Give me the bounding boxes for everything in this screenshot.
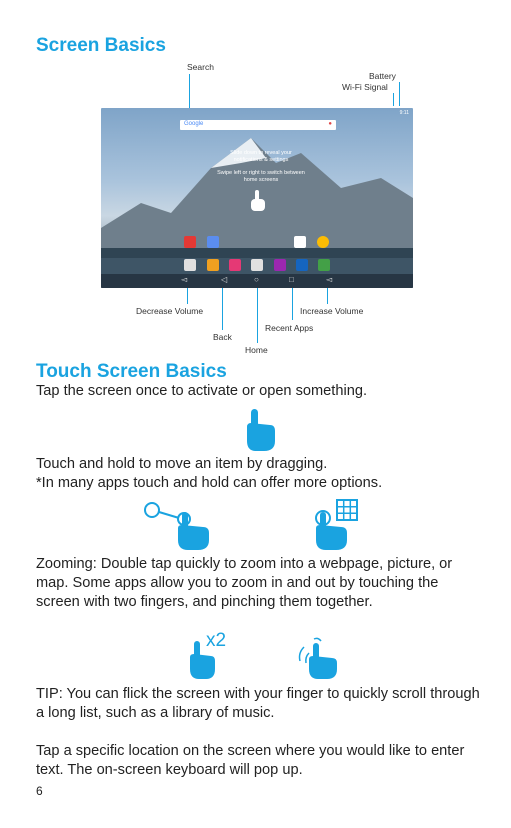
volume-up-icon[interactable]: ◅ — [326, 275, 333, 284]
wifi-callout-line — [393, 93, 394, 106]
drag-hand-icon — [143, 500, 213, 550]
page-title: Screen Basics — [36, 35, 166, 56]
swipe-hint: Swipe left or right to switch between home screens — [217, 170, 305, 183]
hold-paragraph: Touch and hold to move an item by dragging. — [36, 456, 328, 472]
tap-hand-icon — [242, 409, 278, 451]
google-logo: Google — [184, 121, 204, 127]
back-callout: Back — [213, 332, 232, 342]
google-search-bar[interactable] — [180, 120, 336, 130]
volume-down-icon[interactable]: ◅ — [181, 275, 188, 284]
back-line — [222, 288, 223, 330]
play-books-app-icon[interactable] — [296, 259, 308, 271]
wifi-callout: Wi-Fi Signal — [342, 82, 388, 92]
slide-down-hint: Slide down to reveal your notifications & settings — [230, 150, 292, 163]
battery-callout-line — [399, 82, 400, 106]
section-title: Touch Screen Basics — [36, 361, 227, 382]
status-bar-time: 9:11 — [399, 110, 409, 116]
recent-apps-line — [292, 288, 293, 320]
double-tap-label: x2 — [206, 630, 227, 651]
back-icon[interactable]: ◁ — [221, 275, 228, 284]
docs-app-icon[interactable] — [207, 236, 219, 248]
page-number: 6 — [36, 784, 43, 798]
play-store-app-icon[interactable] — [184, 259, 196, 271]
android-app-icon[interactable] — [318, 259, 330, 271]
search-callout-line — [189, 74, 190, 108]
home-line — [257, 288, 258, 343]
tip-paragraph: TIP: You can flick the screen with your finger to quickly scroll through a long list, such as a library of music. — [36, 686, 480, 721]
decrease-volume-callout: Decrease Volume — [136, 306, 204, 316]
play-music-app-icon[interactable] — [229, 259, 241, 271]
apps-launcher-icon[interactable] — [251, 259, 263, 271]
hold-options-paragraph: *In many apps touch and hold can offer more options. — [36, 475, 383, 491]
tap-paragraph: Tap the screen once to activate or open something. — [36, 383, 367, 399]
nav-bar — [101, 274, 413, 288]
increase-volume-callout: Increase Volume — [300, 306, 364, 316]
zoom-paragraph: Zooming: Double tap quickly to zoom into a webpage, picture, or map. Some apps allow you to zoom in and out by touching the screen with two fingers, and pinching them together. — [36, 556, 453, 610]
home-icon[interactable]: ○ — [254, 275, 259, 284]
youtube-app-icon[interactable] — [184, 236, 196, 248]
hand-gesture-icon — [249, 190, 267, 212]
photos-app-icon[interactable] — [207, 259, 219, 271]
battery-callout: Battery — [369, 71, 396, 81]
recent-apps-icon[interactable]: □ — [289, 275, 294, 284]
tablet-screenshot — [101, 108, 413, 288]
keyboard-paragraph: Tap a specific location on the screen where you would like to enter text. The on-screen keyboard will pop up. — [36, 743, 465, 778]
recent-apps-callout: Recent Apps — [265, 323, 314, 333]
pinch-hand-icon — [296, 635, 340, 679]
decrease-volume-line — [187, 288, 188, 304]
increase-volume-line — [327, 288, 328, 304]
mic-icon[interactable]: ● — [328, 121, 332, 127]
hold-options-hand-icon — [307, 498, 363, 550]
gmail-app-icon[interactable] — [294, 236, 306, 248]
home-callout: Home — [245, 345, 268, 355]
chrome-app-icon[interactable] — [317, 236, 329, 248]
play-movies-app-icon[interactable] — [274, 259, 286, 271]
search-callout: Search — [187, 62, 214, 72]
